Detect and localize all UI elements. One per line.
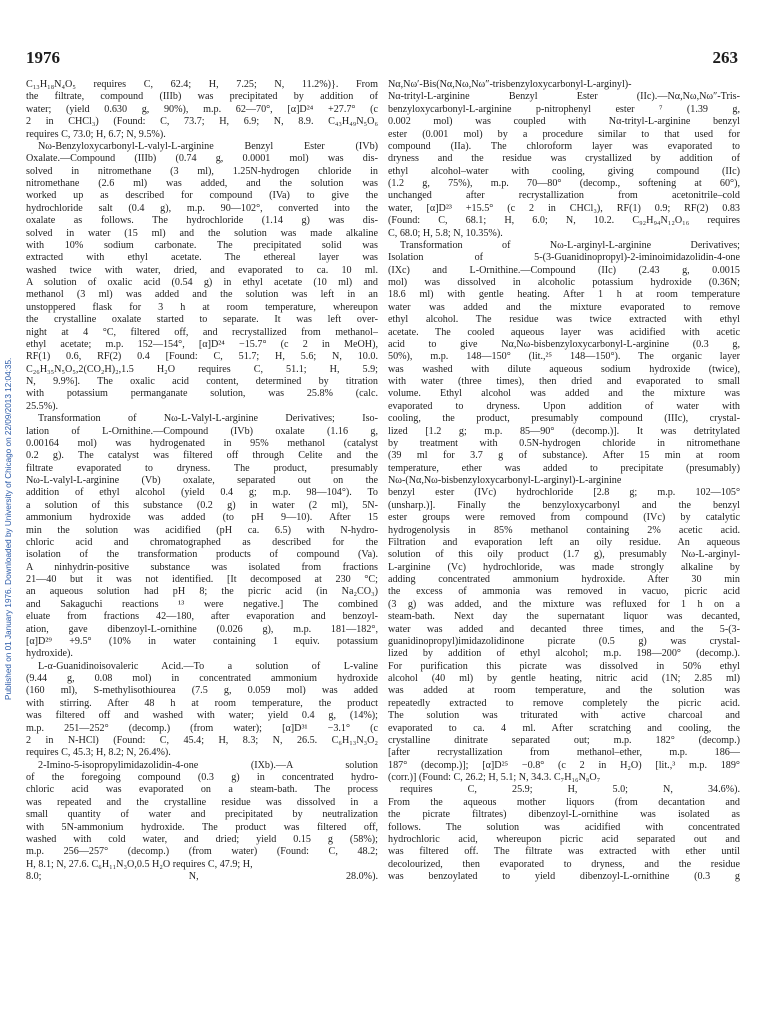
text-line: 18.6 ml) with gentle heating. After 1 h at room temperature [388, 289, 740, 301]
right-text-column [388, 79, 740, 883]
text-line: (39 ml for 3.7 g of substance). After 15 min at room [388, 450, 740, 462]
text-line: Transformation of Nω-L-arginyl-L-arginine Derivatives; [400, 239, 740, 251]
left-text-column [26, 79, 378, 883]
text-line: min the solution was acidified (pH ca. 6.5) with N-hydro- [26, 524, 378, 536]
text-line: unchanged after recrystallization from acetonitrile–cold [388, 190, 740, 202]
text-line: C₁₃H₁₈N₄O₅ requires C, 62.4; H, 7.25; N, 11.2%)}. From [26, 79, 378, 90]
text-line: small quantity of water and precipitated by neutralization [26, 809, 378, 821]
text-line: m.p. 256—257° (decomp.) (from water) (Found: C, 48.2; [26, 846, 378, 858]
text-line: ation, gave dibenzoyl-L-ornithine (0.026 g), m.p. 181—182°, [26, 623, 378, 635]
text-line: hydrochloride salt (0.4 g), m.p. 90—102°, converted into the [26, 202, 378, 214]
text-line: benzyl ester (IVc) hydrochloride [2.8 g; m.p. 102—105° [388, 487, 740, 499]
text-line: with potassium permanganate solution, was 25.8% (calc. [26, 388, 378, 400]
text-line: (corr.)] (Found: C, 26.2; H, 5.1; N, 34.3. C₇H₁₆N₈O₇ [388, 772, 601, 783]
text-line: For purification this picrate was dissolved in 50% ethyl [388, 660, 740, 672]
text-line: 0.2 g). The catalyst was filtered off through Celite and the [26, 450, 378, 462]
text-line: (3 g) was added, and the mixture was refluxed for 1 h on a [388, 598, 740, 610]
text-line: RF(1) 0.6, RF(2) 0.4 [Found: C, 51.7; H, 5.6; N, 10.0. [26, 351, 378, 363]
text-line: Oxalate.—Compound (IIIb) (0.74 g, 0.0001 mol) was dis- [26, 153, 378, 165]
text-line: (Found: C, 68.1; H, 6.0; N, 10.2. C₉₂H₉₄N₁₂O₁₆ requires [388, 215, 740, 227]
text-line: follows. The solution was acidified with concentrated [388, 821, 740, 833]
text-line: 0.002 mol) was coupled with Nα-trityl-L-arginine benzyl [388, 116, 740, 128]
text-line: of the foregoing compound (0.3 g) in concentrated hydro- [26, 772, 378, 783]
text-line: requires C, 25.9; H, 5.0; N, 34.6%). [400, 784, 740, 796]
text-line: compound (IIa). The chloroform layer was evaporated to [388, 140, 740, 152]
text-line: nitromethane (2.6 ml) was added, and the solution was [26, 178, 378, 189]
text-line: requires C, 45.3; H, 8.2; N, 26.4%). [26, 747, 171, 759]
text-line: crystalline dinitrate separated out; m.p. 182° (decomp.) [388, 734, 740, 746]
text-line: addition of ethyl alcohol (yield 0.4 g; m.p. 98—104°). To [26, 487, 378, 499]
text-line: C₂₆H₃₅N₅O₅,2(CO₂H)₂,1.5 H₂O requires C, 51.1; H, 5.9; [26, 363, 378, 375]
text-line: From the aqueous mother liquors (from decantation and [388, 796, 740, 808]
text-line: methanol (3 ml) was added and the solution was left in an [26, 289, 378, 301]
text-line: chloric acid and chromatographed as described for the [26, 536, 378, 548]
text-line: unstoppered flask for 3 h at room temperature, whereupon [26, 301, 378, 313]
text-line: L-arginine (Vc) hydrochloride, was made strongly alkaline by [388, 561, 740, 573]
text-line: Nω-L-valyl-L-arginine (Vb) oxalate, separated out on the [26, 475, 378, 486]
text-line: 50%), m.p. 148—150° (lit.,²⁵ 148—150°). The organic layer [388, 351, 740, 363]
text-line: washed with cold water, and dried; yield 0.15 g (58%); [26, 833, 378, 845]
page-header [26, 48, 738, 70]
text-line: [after recrystallization from methanol–ether, m.p. 186— [388, 747, 740, 759]
text-line: the filtrate, compound (IIIb) was precipitated by addition of [26, 91, 378, 103]
text-line: 2 in N-HCl) (Found: C, 45.4; H, 8.3; N, 26.5. C₆H₁₃N₃O₂ [26, 734, 378, 746]
text-line: adding concentrated ammonium hydroxide. After 30 min [388, 574, 740, 585]
journal-year: 1976 [26, 48, 60, 67]
text-line: hydrogenolysis in 85% methanol containing 2% acetic acid. [388, 524, 740, 536]
text-line: (IXc) and L-Ornithine.—Compound (IIc) (2.43 g, 0.0015 [388, 264, 740, 276]
text-line: an aqueous solution had pH 8; the picric acid (in Na₂CO₃) [26, 586, 378, 598]
text-line: N, 9.9%]. The oxalic acid content, determined by titration [26, 376, 378, 387]
text-line: hydroxide). [26, 648, 73, 660]
text-line: night at 4 °C, filtered off, and recrystallized from methanol– [26, 326, 378, 338]
text-line: with 10% sodium carbonate. The precipitated solid was [26, 239, 378, 251]
text-line: 21—40 but it was not identified. [It decomposed at 230 °C; [26, 574, 378, 585]
text-line: 25.5%). [26, 400, 59, 412]
text-line: cooling, the product, presumably compound (IIIc), crystal- [388, 413, 740, 425]
text-line: [α]D²⁹ +9.5° (10% in water containing 1 equiv. potassium [26, 635, 378, 647]
text-line: was filtered off. The filtrate was extracted with ether until [388, 846, 740, 858]
text-line: chloric acid was evaporated on a steam-bath. The process [26, 784, 378, 796]
text-line: 2 in CHCl₃) (Found: C, 73.7; H, 6.9; N, 8.9. C₄₃H₄₉N₅O₆ [26, 116, 378, 128]
text-line: lized by addition of ethyl alcohol; m.p. 198—200° (decomp.). [388, 648, 740, 660]
text-line: was added at room temperature, and the solution was [388, 685, 740, 697]
text-line: a solution of this substance (0.2 g) in water (2 ml), 5N- [26, 499, 378, 511]
text-line: temperature, ether was added to precipitate (presumably) [388, 462, 740, 474]
text-line: Transformation of Nω-L-Valyl-L-arginine Derivatives; Iso- [38, 413, 378, 425]
text-line: mol) was dissolved in alcoholic potassium hydroxide (0.36N; [388, 277, 740, 288]
text-line: solution of this oily product (1.7 g), presumably Nω-L-arginyl- [388, 549, 740, 561]
text-line: decolourized, then evaporated to dryness, and the residue [388, 858, 740, 870]
text-line: the excess of ammonia was removed in vacuo, picric acid [388, 586, 740, 598]
text-line: guanidinopropyl)imidazolidinone picrate (0.5 g) was crystal- [388, 635, 740, 647]
text-line: hydrochloric acid, whereupon picric acid separated out and [388, 833, 740, 845]
text-line: was filtered off and washed with water; yield 0.4 g, (14%); [26, 710, 378, 722]
text-line: Nω-(Nα,Nω-bisbenzyloxycarbonyl-L-arginyl)-L-arginine [388, 475, 622, 486]
text-line: lation of L-Ornithine.—Compound (IVb) oxalate (1.16 g, [26, 425, 378, 437]
text-line: 187° (decomp.)]; [α]D²⁵ −0.8° (c 2 in H₂O) [lit.,³ m.p. 189° [388, 759, 740, 771]
text-line: the picrate filtrates) dibenzoyl-L-ornithine was isolated as [388, 809, 740, 821]
text-line: benzyloxycarbonyl-L-arginine p-nitrophenyl ester ⁷ (1.39 g, [388, 103, 740, 115]
text-line: A ninhydrin-positive substance was isolated from fractions [26, 561, 378, 573]
text-line: was washed with dilute aqueous sodium hydroxide (twice), [388, 363, 740, 375]
text-line: H, 8.1; N, 27.6. C₆H₁₁N₃O,0.5 H₂O requires C, 47.9; H, [26, 858, 253, 870]
text-line: m.p. 251—252° (decomp.) (from water); [α]D³¹ −3.1° (c [26, 722, 378, 734]
text-line: repeatedly extracted to remove completely the picric acid. [388, 697, 740, 709]
text-line: Nω-Benzyloxycarbonyl-L-valyl-L-arginine Benzyl Ester (IVb) [38, 140, 378, 152]
text-line: 2-Imino-5-isopropylimidazolidin-4-one (IXb).—A solution [38, 759, 378, 771]
text-line: Filtration and evaporation left an oily residue. An aqueous [388, 536, 740, 548]
text-line: 0.00164 mol) was hydrogenated in 95% methanol (catalyst [26, 437, 378, 449]
text-line: water was added and the mixture evaporated to remove [388, 301, 740, 313]
text-line: and Sakaguchi reactions ¹³ were negative.] The combined [26, 598, 378, 610]
text-line: was benzoylated to yield dibenzoyl-L-ornithine (0.3 g [388, 871, 740, 882]
text-line: with water (three times), then dried and evaporated to small [388, 376, 740, 387]
text-line: acetate. The cooled aqueous layer was acidified with acetic [388, 326, 740, 338]
text-line: washed twice with water, dried, and evaporated to ca. 10 ml. [26, 264, 378, 276]
text-line: water, [α]D²³ +15.5° (c 2 in CHCl₃), RF(1) 0.9; RF(2) 0.83 [388, 202, 740, 214]
text-line: (160 ml), S-methylisothiourea (7.5 g, 0.059 mol) was added [26, 685, 378, 697]
text-line: was repeated and the crystalline residue was dissolved in a [26, 796, 378, 808]
text-line: evaporated to ca. 4 ml. After scratching and cooling, the [388, 722, 740, 734]
text-line: steam-bath. Next day the supernatant liquor was decanted, [388, 611, 740, 623]
text-line: ester (0.001 mol) by a procedure similar to that used for [388, 128, 740, 140]
text-line: extracted with ethyl acetate. The ethereal layer was [26, 252, 378, 264]
text-line: acid to give Nα,Nω-bisbenzyloxycarbonyl-L-arginine (0.3 g, [388, 338, 740, 350]
text-line: oxalate as follows. The hydrochloride (1.14 g) was dis- [26, 215, 378, 227]
text-line: with stirring. After 48 h at room temperature, the product [26, 697, 378, 709]
text-line: the crystalline oxalate started to separate. It was left over- [26, 314, 378, 326]
text-line: alcohol (40 ml) by gentle heating, nitric acid (1N; 2.85 ml) [388, 673, 740, 684]
text-line: Nα-trityl-L-arginine Benzyl Ester (IIc).—Nα,Nω,Nω″-Tris- [388, 91, 740, 103]
text-line: water was added and decanted three times, and the 5-(3- [388, 623, 740, 635]
text-line: eluate from fractions 42—180, after evaporation and benzoyl- [26, 611, 378, 623]
text-line: dryness and the residue was crystallized by addition of [388, 153, 740, 165]
text-line: ammonium hydroxide was added (to pH 9—10). After 15 [26, 512, 378, 524]
text-line: (unsharp.)]. Finally the benzyloxycarbonyl and the benzyl [388, 499, 740, 511]
text-line: by treatment with 0.5N-hydrogen chloride in nitromethane [388, 437, 740, 449]
text-line: solved in water (15 ml) and the solution was made alkaline [26, 227, 378, 239]
text-line: The solution was triturated with active charcoal and [388, 710, 740, 722]
text-line: evaporated to dryness. Upon addition of water with [388, 400, 740, 412]
text-line: solved in nitromethane (3 ml), 1.25N-hydrogen chloride in [26, 165, 378, 177]
download-watermark[interactable]: Published on 01 January 1976. Downloaded by University of Chicago on 22/09/2013 12:04:35. [4, 357, 13, 700]
text-line: C, 68.0; H, 5.8; N, 10.35%). [388, 227, 503, 239]
text-line: worked up as described for compound (IVa) to give the [26, 190, 378, 202]
text-line: isolation of the transformation products of compound (Va). [26, 549, 378, 561]
text-line: Nα,Nω′-Bis(Nα,Nω,Nω″-trisbenzyloxycarbonyl-L-arginyl)- [388, 79, 632, 90]
text-line: (9.44 g, 0.08 mol) in concentrated ammonium hydroxide [26, 673, 378, 684]
text-line: water; (yield 0.630 g, 90%), m.p. 62—70°, [α]D²⁴ +27.7° (c [26, 103, 378, 115]
text-line: volume. Ethyl alcohol was added and the mixture was [388, 388, 740, 400]
text-line: requires C, 73.0; H, 6.7; N, 9.5%). [26, 128, 166, 140]
text-line: ethyl alcohol–water with cooling, giving compound (IIc) [388, 165, 740, 177]
text-line: A solution of oxalic acid (0.54 g) in ethyl acetate (10 ml) and [26, 277, 378, 288]
text-line: Isolation of 5-(3-Guanidinopropyl)-2-iminoimidazolidin-4-one [388, 252, 740, 264]
page-number: 263 [712, 48, 738, 67]
text-line: ethyl acetate; m.p. 152—154°, [α]D²⁴ −15.7° (c 2 in MeOH), [26, 338, 378, 350]
text-line: 8.0; N, 28.0%). [26, 871, 378, 882]
text-line: L-α-Guanidinoisovaleric Acid.—To a solution of L-valine [38, 660, 378, 672]
text-line: (1.2 g, 75%), m.p. 70—80° (decomp., softening at 60°), [388, 178, 740, 189]
text-line: ethyl alcohol. The residue was twice extracted with ethyl [388, 314, 740, 326]
text-line: lized [1.2 g; m.p. 85—90° (decomp.)]. It was detritylated [388, 425, 740, 437]
text-line: ester groups were removed from compound (IVc) by catalytic [388, 512, 740, 524]
text-line: filtrate evaporated to dryness. The product, presumably [26, 462, 378, 474]
text-line: with 5N-ammonium hydroxide. The product was filtered off, [26, 821, 378, 833]
